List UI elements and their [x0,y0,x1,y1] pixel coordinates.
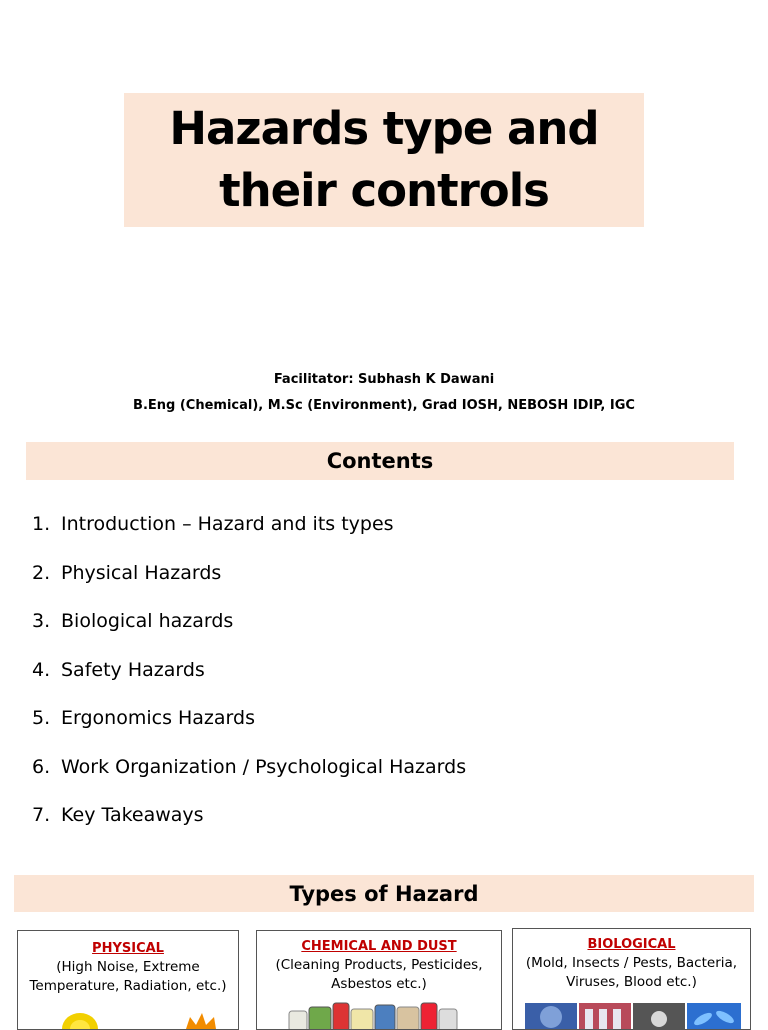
title-box [124,93,644,227]
contents-list [32,500,466,840]
facilitator-name: Facilitator: Subhash K Dawani [273,372,495,387]
list-item [32,549,466,598]
list-item-number: 6. [32,755,51,778]
list-item-label: Physical Hazards [61,561,222,584]
card-heading: BIOLOGICAL [587,937,676,952]
card-description: (Mold, Insects / Pests, Bacteria, Viruses, Blood etc.) [525,955,738,990]
chemical-hazard-images [257,999,501,1029]
facilitator-credentials: B.Eng (Chemical), M.Sc (Environment), Grad IOSH, NEBOSH IDIP, IGC [133,398,635,413]
card-heading: PHYSICAL [92,941,164,956]
chemical-hazard-card [256,930,502,1030]
types-heading: Types of Hazard [14,875,754,912]
list-item-number: 4. [32,658,51,681]
list-item-number: 7. [32,804,51,827]
biological-hazard-card [512,928,751,1030]
list-item-number: 5. [32,707,51,730]
card-description: (High Noise, Extreme Temperature, Radiation, etc.) [29,959,227,994]
list-item-label: Ergonomics Hazards [61,707,255,730]
list-item-number: 2. [32,561,51,584]
chemical-containers-icon [257,999,502,1029]
physical-hazard-card [17,930,239,1030]
card-description: (Cleaning Products, Pesticides, Asbestos etc.) [275,957,483,992]
list-item-label: Safety Hazards [61,658,205,681]
hard-hat-icon [18,999,239,1029]
microbes-icon [513,999,751,1029]
list-item-label: Introduction – Hazard and its types [61,513,394,536]
list-item-number: 1. [32,513,51,536]
list-item-label: Work Organization / Psychological Hazards [61,755,467,778]
list-item [32,743,466,792]
card-heading: CHEMICAL AND DUST [301,939,457,954]
list-item [32,791,466,840]
page-title: Hazards type and their controls [169,102,599,217]
biological-hazard-images [513,999,750,1029]
contents-heading: Contents [26,442,734,480]
list-item-label: Biological hazards [61,610,234,633]
list-item [32,500,466,549]
physical-hazard-images [18,999,238,1029]
list-item-label: Key Takeaways [61,804,204,827]
flame-icon [186,1013,216,1029]
list-item [32,694,466,743]
list-item-number: 3. [32,610,51,633]
list-item [32,646,466,695]
list-item [32,597,466,646]
